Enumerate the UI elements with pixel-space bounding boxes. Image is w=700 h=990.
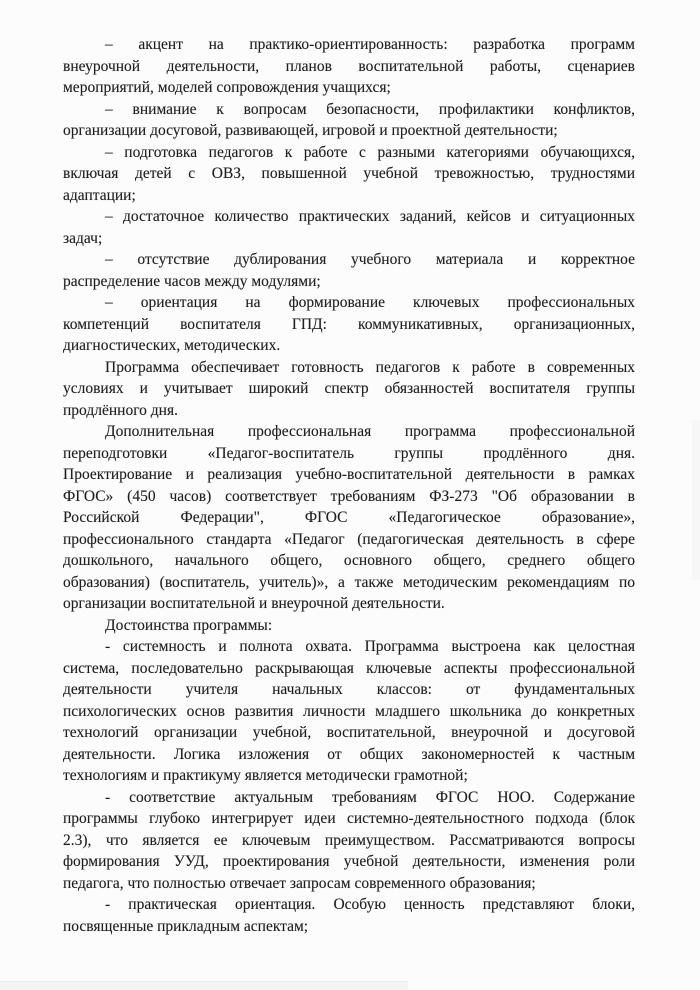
- text-line: Российской Федерации", ФГОС «Педагогическое образование»,: [63, 509, 635, 526]
- text-line: педагога, что полностью отвечает запросам современного образования;: [63, 874, 536, 892]
- text-line: – внимание к вопросам безопасности, профилактики конфликтов,: [105, 100, 635, 118]
- text-line: переподготовки «Педагог-воспитатель группы продлённого дня.: [63, 444, 635, 462]
- text-line: компетенций воспитателя ГПД: коммуникативных, организационных,: [63, 315, 635, 333]
- text-line: организации досуговой, развивающей, игровой и проектной деятельности;: [63, 122, 558, 139]
- text-line: – акцент на практико-ориентированность: разработка программ: [105, 36, 635, 53]
- text-line: программы глубоко интегрирует идеи системно-деятельностного подхода (блок: [63, 810, 635, 827]
- text-line: образования) (воспитатель, учитель)», а также методическим рекомендациям по: [63, 573, 635, 591]
- text-line: внеурочной деятельности, планов воспитательной работы, сценариев: [63, 57, 635, 75]
- text-line: задач;: [63, 229, 103, 247]
- scan-edge-artifact: [0, 981, 408, 990]
- document-text: [63, 34, 635, 937]
- text-line: распределение часов между модулями;: [63, 272, 321, 290]
- text-line: Дополнительная профессиональная программа профессиональной: [105, 423, 635, 440]
- text-line: - системность и полнота охвата. Программа выстроена как целостная: [105, 638, 635, 655]
- text-line: включая детей с ОВЗ, повышенной учебной тревожностью, трудностями: [63, 165, 635, 182]
- text-line: деятельности учителя начальных классов: от фундаментальных: [63, 681, 635, 698]
- text-line: дошкольного, начального общего, основного общего, среднего общего: [63, 552, 635, 569]
- text-line: продлённого дня.: [63, 401, 178, 419]
- text-line: мероприятий, моделей сопровождения учащихся;: [63, 79, 391, 96]
- text-line: деятельности. Логика изложения от общих закономерностей к частным: [63, 745, 635, 763]
- text-line: - соответствие актуальным требованиям ФГОС НОО. Содержание: [105, 788, 635, 806]
- text-line: технологиям и практикуму является методически грамотной;: [63, 767, 468, 784]
- text-line: 2.3), что является ее ключевым преимуществом. Рассматриваются вопросы: [63, 831, 635, 849]
- text-line: – отсутствие дублирования учебного материала и корректное: [105, 251, 635, 268]
- text-line: диагностических, методических.: [63, 337, 281, 354]
- text-line: организации воспитательной и внеурочной деятельности.: [63, 595, 445, 612]
- text-line: условиях и учитывает широкий спектр обязанностей воспитателя группы: [63, 380, 635, 397]
- text-line: формирования УУД, проектирования учебной деятельности, изменения роли: [63, 853, 635, 870]
- scan-smudge-artifact: [692, 420, 700, 580]
- text-line: система, последовательно раскрывающая ключевые аспекты профессиональной: [63, 659, 635, 677]
- text-line: профессионального стандарта «Педагог (педагогическая деятельность в сфере: [63, 530, 635, 548]
- text-line: адаптации;: [63, 186, 136, 204]
- text-line: Достоинства программы:: [105, 616, 273, 634]
- text-line: – ориентация на формирование ключевых профессиональных: [105, 294, 635, 311]
- text-line: ФГОС» (450 часов) соответствует требованиям ФЗ-273 "Об образовании в: [63, 487, 635, 505]
- text-line: технологий организации учебной, воспитательной, внеурочной и досуговой: [63, 724, 635, 741]
- text-line: – достаточное количество практических заданий, кейсов и ситуационных: [105, 208, 635, 225]
- text-line: - практическая ориентация. Особую ценность представляют блоки,: [105, 896, 635, 913]
- text-line: психологических основ развития личности младшего школьника до конкретных: [63, 702, 635, 720]
- text-line: – подготовка педагогов к работе с разными категориями обучающихся,: [105, 143, 635, 161]
- text-line: посвященные прикладным аспектам;: [63, 917, 309, 935]
- text-line: Программа обеспечивает готовность педагогов к работе в современных: [105, 358, 635, 376]
- text-line: Проектирование и реализация учебно-воспитательной деятельности в рамках: [63, 466, 635, 483]
